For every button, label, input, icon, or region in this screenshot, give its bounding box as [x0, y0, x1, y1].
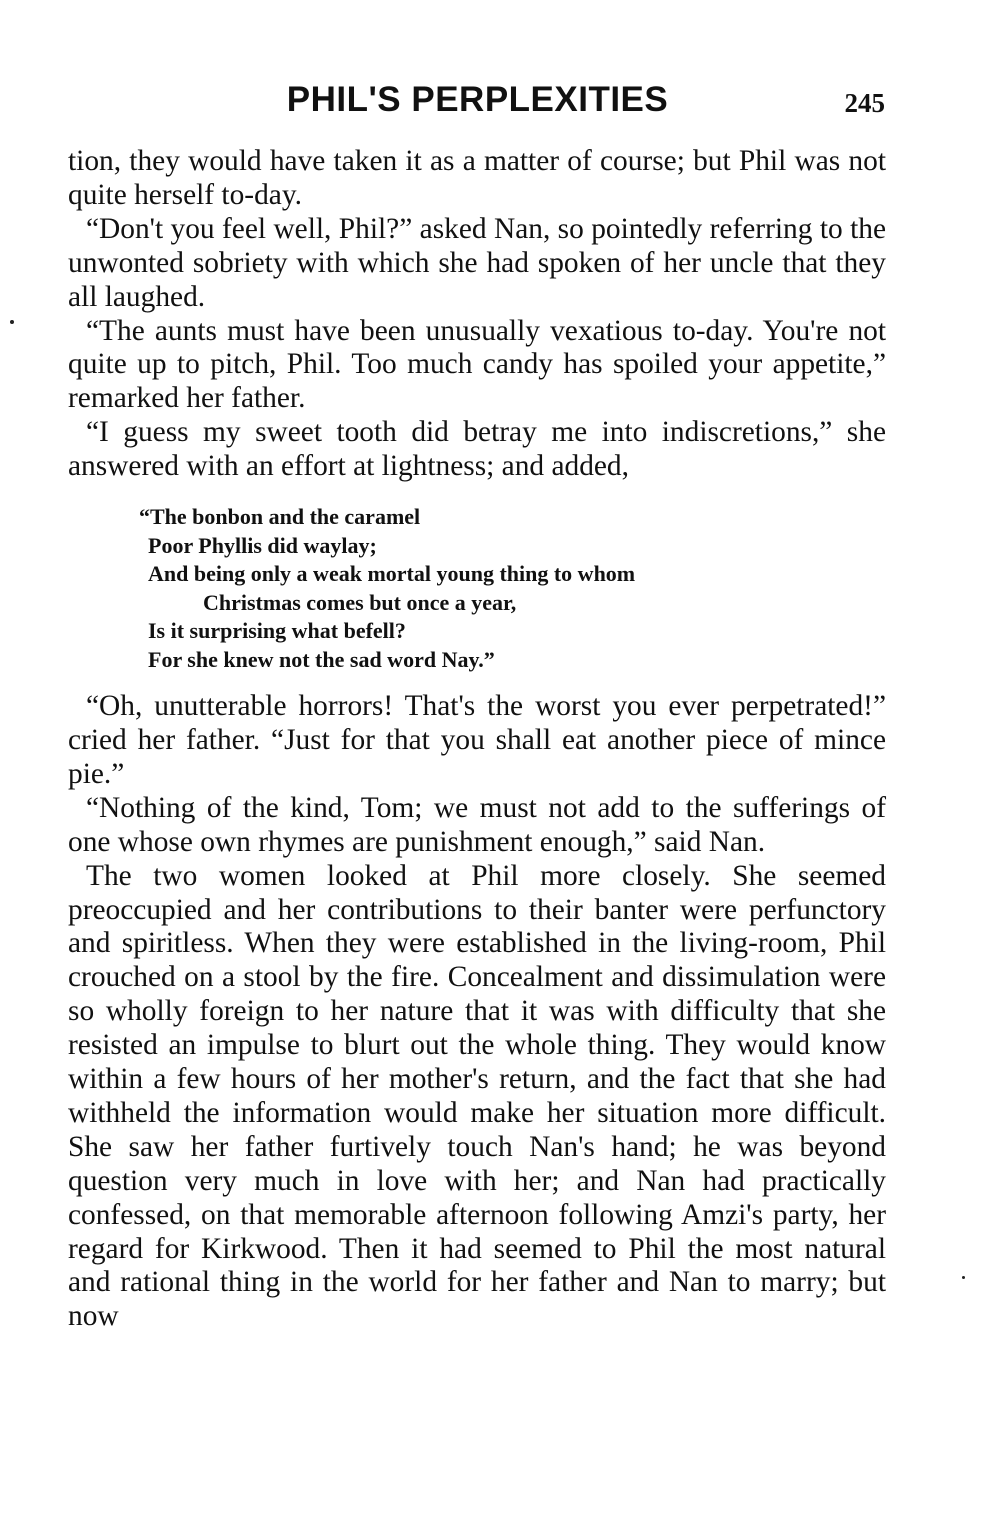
verse-line: Is it surprising what befell?	[148, 618, 406, 644]
verse-line: Poor Phyllis did waylay;	[148, 532, 377, 558]
paragraph: “I guess my sweet tooth did betray me into indiscretions,” she answered with an effort at lightness; and added,	[68, 416, 886, 483]
body-text	[68, 145, 886, 1334]
paragraph: “The aunts must have been unusually vexatious to-day. You're not quite up to pitch, Phil. Too much candy has spoiled your appetite,” remarked her father.	[68, 314, 886, 415]
paragraph: “Nothing of the kind, Tom; we must not add to the sufferings of one whose own rhymes are punishment enough,” said Nan.	[68, 791, 886, 858]
paragraph: The two women looked at Phil more closely. She seemed preoccupied and her contributions to their banter were perfunctory and spiritless. When they were established in the living-room, Phil crouched on a stool by the fire. Concealment and dissimulation were so wholly foreign to her nature that it was with difficulty that she resisted an impulse to blurt out the whole thing. They would know within a few hours of her mother's return, and the fact that she had withheld the information would make her situation more difficult. She saw her father furtively touch Nan's hand; he was beyond question very much in love with her; and Nan had practically confessed, on that memorable afternoon following Amzi's party, her regard for Kirkwood. Then it had seemed to Phil the most natural and rational thing in the world for her father and Nan to marry; but now	[68, 859, 886, 1333]
print-speck	[962, 1276, 965, 1279]
verse-line: And being only a weak mortal young thing to whom	[148, 561, 636, 587]
running-head	[0, 80, 1000, 130]
verse-line: “The bonbon and the caramel	[139, 504, 421, 530]
paragraph: tion, they would have taken it as a matter of course; but Phil was not quite herself to-day.	[68, 145, 886, 211]
verse-block	[139, 503, 886, 674]
print-speck	[10, 320, 14, 324]
verse-line: For she knew not the sad word Nay.”	[148, 646, 495, 672]
paragraph: “Oh, unutterable horrors! That's the worst you ever perpetrated!” cried her father. “Just for that you shall eat another piece of mince pie.”	[68, 690, 886, 790]
paragraph: “Don't you feel well, Phil?” asked Nan, so pointedly referring to the unwonted sobriety with which she had spoken of her uncle that they all laughed.	[68, 212, 886, 313]
page-number: 245	[844, 88, 885, 118]
chapter-title: PHIL'S PERPLEXITIES	[286, 80, 669, 119]
verse-line: Christmas comes but once a year,	[203, 589, 517, 615]
